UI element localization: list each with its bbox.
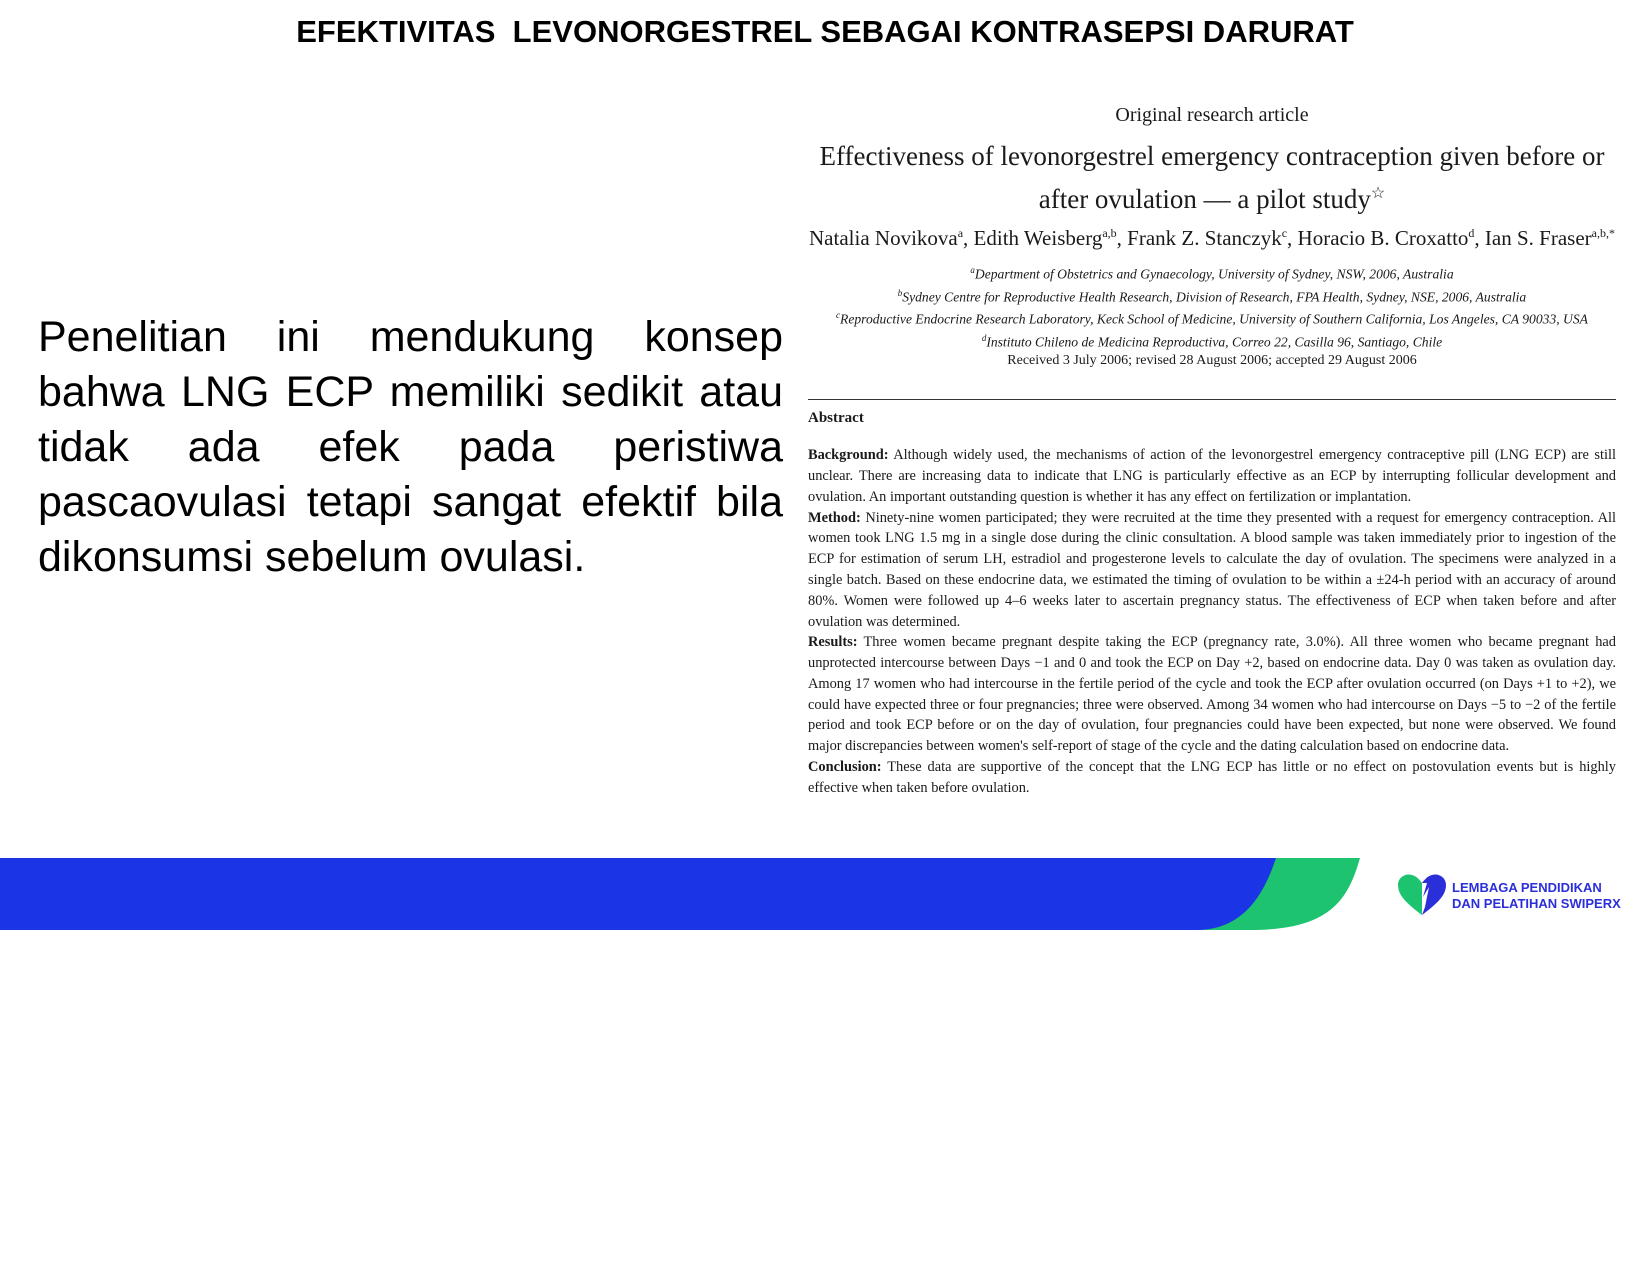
author-affiliation-mark: d (1468, 226, 1475, 240)
affiliation-line (808, 329, 1616, 352)
author-separator: , (1116, 226, 1128, 250)
abstract-paragraph (808, 508, 1616, 633)
abstract-paragraph (808, 445, 1616, 507)
author-separator: , (1474, 226, 1485, 250)
author-list (808, 226, 1616, 251)
affiliation-line (808, 306, 1616, 329)
abstract-section-label: Conclusion: (808, 759, 882, 776)
logo-line-1: LEMBAGA PENDIDIKAN (1452, 880, 1602, 895)
abstract-paragraph (808, 632, 1616, 757)
logo-heart-right (1422, 874, 1446, 915)
article-title-text: Effectiveness of levonorgestrel emergency contraception given before or after ovulation — a pilot study (819, 141, 1605, 214)
affiliation-text: Sydney Centre for Reproductive Health Research, Division of Research, FPA Health, Sydney, NSE, 2006, Australia (902, 289, 1527, 305)
affiliation-line (808, 261, 1616, 284)
affiliation-mark: c (836, 310, 841, 321)
logo-line-2: DAN PELATIHAN SWIPERX (1452, 896, 1621, 911)
heart-logo-icon (1398, 873, 1446, 917)
footer-band (0, 858, 1360, 930)
logo-heart-left (1398, 874, 1422, 915)
affiliation-text: Reproductive Endocrine Research Laboratory, Keck School of Medicine, University of Southern California, Los Angeles, CA 90033, USA (840, 311, 1588, 327)
author-affiliation-mark: a,b,* (1591, 226, 1615, 240)
author-affiliation-mark: a (957, 226, 964, 240)
affiliation-line (808, 284, 1616, 307)
author-name: Natalia Novikova (809, 226, 958, 250)
abstract-section-label: Results: (808, 634, 858, 651)
author-affiliation-mark: a,b (1102, 226, 1117, 240)
author-separator: , (963, 226, 974, 250)
affiliation-list (808, 261, 1616, 351)
author-name: Ian S. Fraser (1484, 226, 1592, 250)
author-name: Edith Weisberg (973, 226, 1103, 250)
divider (808, 399, 1616, 400)
abstract-section-text: Although widely used, the mechanisms of action of the levonorgestrel emergency contraceptive pill (LNG ECP) are still unclear. There are increasing data to indicate that LNG is particularly effective as an ECP by interrupting follicular development and ovulation. An important outstanding question is whether it has any effect on fertilization or implantation. (808, 447, 1616, 505)
abstract-section-label: Background: (808, 447, 889, 464)
star-note-icon: ☆ (1370, 185, 1386, 202)
author-separator: , (1287, 226, 1298, 250)
logo-text (1452, 880, 1621, 912)
affiliation-mark: d (981, 332, 987, 343)
slide-title: EFEKTIVITAS LEVONORGESTREL SEBAGAI KONTRASEPSI DARURAT (296, 14, 1354, 49)
article-kind: Original research article (1115, 104, 1309, 126)
author-name: Frank Z. Stanczyk (1127, 226, 1282, 250)
author-affiliation-mark: c (1281, 226, 1288, 240)
abstract-section-label: Method: (808, 509, 861, 526)
affiliation-text: Instituto Chileno de Medicina Reproductiva, Correo 22, Casilla 96, Santiago, Chile (986, 334, 1443, 350)
article-title (808, 137, 1616, 218)
summary-text: Penelitian ini mendukung konsep bahwa LNG ECP memiliki sedikit atau tidak ada efek pada peristiwa pascaovulasi tetapi sangat efektif bila dikonsumsi sebelum ovulasi. (38, 313, 783, 581)
received-dates: Received 3 July 2006; revised 28 August 2006; accepted 29 August 2006 (1007, 353, 1417, 369)
abstract-body (808, 445, 1616, 799)
brand-logo (1398, 873, 1628, 917)
abstract-heading: Abstract (808, 410, 864, 427)
affiliation-mark: a (970, 265, 975, 275)
affiliation-mark: b (897, 287, 903, 298)
article-excerpt (808, 104, 1616, 799)
author-name: Horacio B. Croxatto (1297, 226, 1469, 250)
abstract-section-text: These data are supportive of the concept that the LNG ECP has little or no effect on postovulation events but is highly effective when taken before ovulation. (808, 759, 1616, 796)
footer-band-blue (0, 858, 1276, 930)
abstract-paragraph (808, 757, 1616, 799)
abstract-section-text: Ninety-nine women participated; they were recruited at the time they presented with a request for emergency contraception. All women took LNG 1.5 mg in a single dose during the clinic consultation. A blood sample was taken immediately prior to ingestion of the ECP for estimation of serum LH, estradiol and progesterone levels to calculate the day of ovulation. The specimens were analyzed in a single batch. Based on these endocrine data, we estimated the timing of ovulation to be within a ±24-h period with an accuracy of around 80%. Women were followed up 4–6 weeks later to ascertain pregnancy status. The effectiveness of ECP when taken before and after ovulation was determined. (808, 509, 1616, 630)
abstract-section-text: Three women became pregnant despite taking the ECP (pregnancy rate, 3.0%). All three women who became pregnant had unprotected intercourse between Days −1 and 0 and took the ECP on Day +2, based on endocrine data. Day 0 was taken as ovulation day. Among 17 women who had intercourse in the fertile period of the cycle and took the ECP after ovulation occurred (on Days +1 to +2), we could have expected three or four pregnancies; three were observed. Among 34 women who had intercourse on Days −5 to −2 of the fertile period and took ECP before or on the day of ovulation, four pregnancies could have been expected, but none were observed. We found major discrepancies between women's self-report of stage of the cycle and the dating calculation based on endocrine data. (808, 634, 1616, 755)
affiliation-text: Department of Obstetrics and Gynaecology, University of Sydney, NSW, 2006, Australia (974, 266, 1454, 282)
